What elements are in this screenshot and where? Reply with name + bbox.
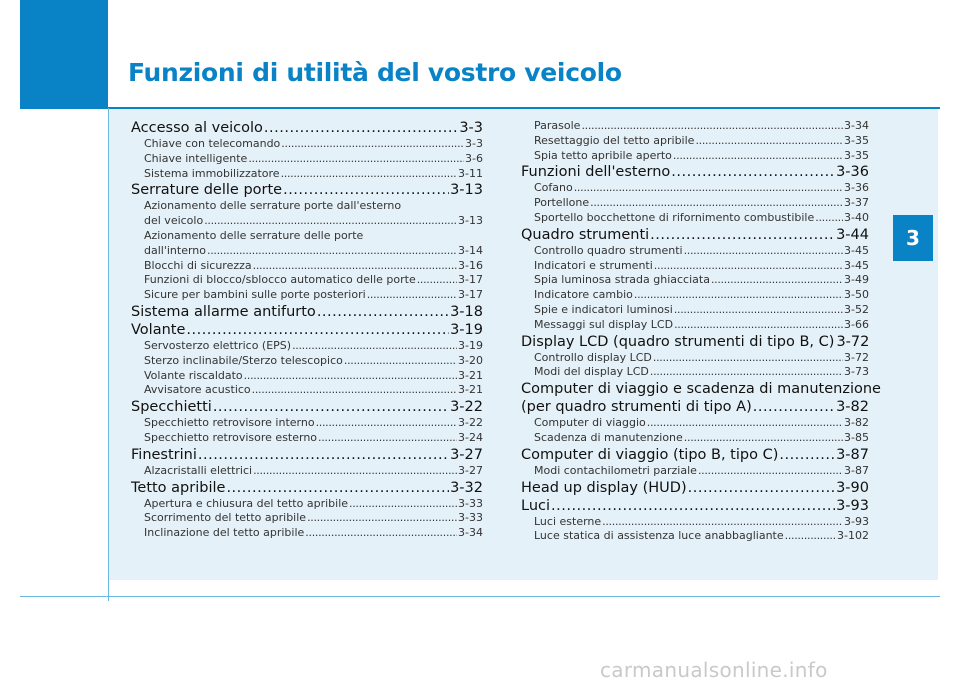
toc-entry-title: Servosterzo elettrico (EPS) <box>144 338 292 352</box>
toc-section-entry[interactable] <box>521 333 869 351</box>
dot-leader <box>281 167 457 182</box>
toc-section-entry[interactable] <box>131 181 483 199</box>
toc-subentry[interactable] <box>131 383 483 398</box>
toc-subentry[interactable] <box>131 244 483 259</box>
dot-leader <box>688 479 835 497</box>
dot-leader <box>634 288 843 303</box>
dot-leader <box>305 526 457 541</box>
toc-page-number: 3-33 <box>458 496 483 510</box>
toc-column-right <box>521 119 881 544</box>
toc-page-number: 3-33 <box>458 511 483 525</box>
toc-entry-title: Display LCD (quadro strumenti di tipo B, C) <box>521 333 835 350</box>
toc-entry-title: Sterzo inclinabile/Sterzo telescopico <box>144 353 343 367</box>
toc-entry-title: Computer di viaggio <box>534 416 646 430</box>
toc-page-number: 3-21 <box>458 383 483 397</box>
dot-leader <box>283 181 449 199</box>
toc-entry-title: Parasole <box>534 119 581 132</box>
dot-leader <box>698 464 843 479</box>
toc-subentry[interactable] <box>521 351 869 366</box>
toc-subentry[interactable] <box>131 354 483 369</box>
toc-subentry[interactable] <box>521 431 869 446</box>
toc-entry-title: Alzacristalli elettrici <box>144 463 253 477</box>
toc-entry-title: Sportello bocchettone di rifornimento combustibile <box>534 210 815 224</box>
dot-leader <box>213 398 449 416</box>
toc-entry-title: Controllo quadro strumenti <box>534 243 683 257</box>
toc-page-number: 3-27 <box>450 446 483 463</box>
toc-subentry[interactable] <box>521 211 869 226</box>
dot-leader <box>654 259 843 274</box>
footer-divider <box>20 596 940 597</box>
toc-subentry[interactable] <box>521 529 869 544</box>
toc-page-number: 3-85 <box>844 430 869 444</box>
toc-page-number: 3-17 <box>458 288 483 302</box>
toc-column-left <box>131 119 483 541</box>
toc-subentry[interactable] <box>131 137 483 152</box>
toc-page-number: 3-19 <box>450 321 483 338</box>
toc-page-number: 3-11 <box>458 166 483 180</box>
toc-subentry[interactable] <box>131 464 483 479</box>
toc-subentry[interactable] <box>131 273 483 288</box>
dot-leader <box>207 244 457 259</box>
toc-entry-title: Computer di viaggio (tipo B, tipo C) <box>521 446 779 463</box>
toc-subentry[interactable] <box>131 214 483 229</box>
toc-entry-title: dall'interno <box>144 243 206 257</box>
toc-entry-title: Chiave intelligente <box>144 151 248 165</box>
toc-section-entry[interactable] <box>521 163 869 181</box>
dot-leader <box>590 196 843 211</box>
toc-subentry[interactable] <box>521 318 869 333</box>
toc-page-number: 3-82 <box>836 399 869 416</box>
toc-page-number: 3-102 <box>837 529 869 543</box>
toc-subentry[interactable] <box>131 431 483 446</box>
toc-page-number: 3-18 <box>450 303 483 320</box>
toc-page-number: 3-22 <box>450 399 483 416</box>
dot-leader <box>198 446 449 464</box>
toc-entry-title: Spie e indicatori luminosi <box>534 302 673 316</box>
toc-entry-title: Spia tetto apribile aperto <box>534 148 672 162</box>
toc-entry-title: Funzioni di blocco/sblocco automatico delle porte <box>144 273 416 287</box>
toc-subentry[interactable] <box>131 152 483 167</box>
dot-leader <box>253 464 457 479</box>
toc-entry-title: Chiave con telecomando <box>144 137 281 150</box>
toc-page-number: 3-50 <box>844 288 869 302</box>
toc-page-number: 3-36 <box>844 181 869 195</box>
dot-leader <box>650 226 835 244</box>
toc-entry-title: Controllo display LCD <box>534 350 652 364</box>
toc-section-entry[interactable] <box>521 226 869 244</box>
toc-page-number: 3-13 <box>458 214 483 228</box>
dot-leader <box>684 244 843 259</box>
dot-leader <box>292 339 457 354</box>
dot-leader <box>650 365 843 380</box>
toc-page-number: 3-87 <box>836 446 869 463</box>
toc-subentry[interactable] <box>521 288 869 303</box>
toc-entry-title: Sistema immobilizzatore <box>144 166 280 180</box>
dot-leader <box>204 214 457 229</box>
toc-subentry[interactable] <box>131 369 483 384</box>
dot-leader <box>695 134 843 149</box>
dot-leader <box>673 149 843 164</box>
toc-section-entry[interactable] <box>521 479 869 497</box>
toc-page-number: 3-16 <box>458 258 483 272</box>
toc-section-entry[interactable] <box>131 119 483 137</box>
toc-entry-title: Spia luminosa strada ghiacciata <box>534 273 710 287</box>
dot-leader <box>581 119 843 134</box>
toc-subentry[interactable] <box>131 288 483 303</box>
toc-page-number: 3-20 <box>458 353 483 367</box>
toc-page-number: 3-40 <box>844 210 869 224</box>
toc-entry-title: del veicolo <box>144 214 204 228</box>
dot-leader <box>753 398 835 416</box>
toc-entry-title: (per quadro strumenti di tipo A) <box>521 399 752 416</box>
toc-page-number: 3-66 <box>844 317 869 331</box>
toc-subentry[interactable] <box>521 196 869 211</box>
toc-entry-title: Luci esterne <box>534 514 602 528</box>
toc-entry-title: Messaggi sul display LCD <box>534 317 674 331</box>
toc-entry-title: Quadro strumenti <box>521 226 650 243</box>
toc-entry-title: Sicure per bambini sulle porte posteriori <box>144 288 366 302</box>
toc-section-text: Computer di viaggio e scadenza di manutenzione <box>521 381 881 398</box>
header-color-block <box>20 0 108 108</box>
toc-entry-title: Head up display (HUD) <box>521 479 687 496</box>
dot-leader <box>785 529 836 544</box>
toc-subentry[interactable] <box>521 464 869 479</box>
toc-page-number: 3-45 <box>844 258 869 272</box>
dot-leader <box>349 497 457 512</box>
toc-subentry[interactable] <box>521 149 869 164</box>
toc-subentry[interactable] <box>131 511 483 526</box>
toc-subentry-text: Azionamento delle serrature porte dall'esterno <box>144 199 402 213</box>
toc-page-number: 3-72 <box>844 350 869 364</box>
watermark: carmanualsonline.info <box>600 658 828 682</box>
toc-page-number: 3-24 <box>458 430 483 444</box>
dot-leader <box>674 318 843 333</box>
toc-page-number: 3-45 <box>844 243 869 257</box>
toc-entry-title: Funzioni dell'esterno <box>521 164 671 181</box>
toc-entry-title: Finestrini <box>131 446 197 463</box>
dot-leader <box>307 511 457 526</box>
toc-subentry[interactable] <box>521 244 869 259</box>
dot-leader <box>281 137 464 152</box>
dot-leader <box>244 369 457 384</box>
toc-subentry[interactable] <box>521 365 869 380</box>
toc-page-number: 3-34 <box>458 526 483 540</box>
dot-leader <box>711 273 843 288</box>
toc-page-number: 3-14 <box>458 243 483 257</box>
toc-page-number: 3-82 <box>844 416 869 430</box>
toc-page-number: 3-34 <box>844 119 869 132</box>
toc-entry-title: Scadenza di manutenzione <box>534 430 683 444</box>
toc-page-number: 3-35 <box>844 148 869 162</box>
toc-section-entry[interactable] <box>131 398 483 416</box>
toc-entry-title: Apertura e chiusura del tetto apribile <box>144 496 349 510</box>
toc-section-entry[interactable] <box>521 446 869 464</box>
toc-subentry[interactable] <box>521 119 869 134</box>
toc-page-number: 3-13 <box>450 182 483 199</box>
dot-leader <box>779 446 835 464</box>
toc-page-number: 3-27 <box>458 463 483 477</box>
toc-entry-title: Portellone <box>534 196 590 210</box>
toc-page-number: 3-93 <box>844 514 869 528</box>
toc-page-number: 3-87 <box>844 463 869 477</box>
toc-entry-title: Blocchi di sicurezza <box>144 258 252 272</box>
toc-entry-title: Specchietto retrovisore interno <box>144 416 315 430</box>
dot-leader <box>671 163 835 181</box>
toc-subentry[interactable] <box>131 497 483 512</box>
toc-subentry[interactable] <box>521 515 869 530</box>
dot-leader <box>248 152 464 167</box>
toc-entry-title: Avvisatore acustico <box>144 383 251 397</box>
dot-leader <box>815 211 843 226</box>
dot-leader <box>264 119 458 137</box>
dot-leader <box>674 303 843 318</box>
toc-section-entry[interactable] <box>131 303 483 321</box>
toc-section-entry[interactable] <box>131 479 483 497</box>
toc-page-number: 3-3 <box>459 120 483 136</box>
toc-page-number: 3-22 <box>458 416 483 430</box>
toc-entry-title: Cofano <box>534 181 573 195</box>
dot-leader <box>602 515 843 530</box>
toc-entry-title: Luci <box>521 497 551 514</box>
toc-subentry[interactable] <box>521 416 869 431</box>
toc-entry-title: Indicatori e strumenti <box>534 258 653 272</box>
toc-entry-title: Luce statica di assistenza luce anabbagliante <box>534 529 784 543</box>
dot-leader <box>647 416 843 431</box>
toc-page-number: 3-49 <box>844 273 869 287</box>
toc-page-number: 3-52 <box>844 302 869 316</box>
chapter-tab[interactable]: 3 <box>893 215 933 261</box>
dot-leader <box>344 354 457 369</box>
dot-leader <box>417 273 457 288</box>
dot-leader <box>653 351 843 366</box>
dot-leader <box>574 181 843 196</box>
toc-page-number: 3-17 <box>458 273 483 287</box>
toc-section-entry[interactable] <box>131 446 483 464</box>
toc-page-number: 3-35 <box>844 133 869 147</box>
toc-page-number: 3-37 <box>844 196 869 210</box>
toc-subentry[interactable] <box>131 167 483 182</box>
toc-entry-title: Scorrimento del tetto apribile <box>144 511 307 525</box>
dot-leader <box>367 288 457 303</box>
toc-entry-title: Modi contachilometri parziale <box>534 463 697 477</box>
toc-subentry[interactable] <box>131 526 483 541</box>
toc-subentry-text: Azionamento delle serrature delle porte <box>144 228 364 242</box>
toc-entry-title: Tetto apribile <box>131 479 226 496</box>
toc-subentry[interactable] <box>521 134 869 149</box>
page-title: Funzioni di utilità del vostro veicolo <box>128 58 622 87</box>
toc-section-entry[interactable] <box>521 497 869 515</box>
dot-leader <box>226 479 449 497</box>
toc-entry-title: Specchietti <box>131 399 212 416</box>
toc-subentry[interactable] <box>521 303 869 318</box>
toc-page-number: 3-32 <box>450 479 483 496</box>
toc-entry-title: Volante <box>131 321 186 338</box>
toc-entry-title: Accesso al veicolo <box>131 120 263 136</box>
margin-divider <box>108 108 109 601</box>
toc-entry-title: Serrature delle porte <box>131 182 283 199</box>
toc-page-number: 3-90 <box>836 479 869 496</box>
toc-page-number: 3-21 <box>458 368 483 382</box>
toc-page-number: 3-36 <box>836 164 869 181</box>
toc-entry-title: Inclinazione del tetto apribile <box>144 526 305 540</box>
toc-entry-title: Resettaggio del tetto apribile <box>534 133 695 147</box>
dot-leader <box>253 259 457 274</box>
toc-subentry[interactable] <box>521 259 869 274</box>
toc-subentry[interactable] <box>131 259 483 274</box>
toc-entry-title: Modi del display LCD <box>534 365 649 379</box>
dot-leader <box>316 416 457 431</box>
toc-entry-title: Indicatore cambio <box>534 288 633 302</box>
toc-page-number: 3-73 <box>844 365 869 379</box>
toc-subentry[interactable] <box>131 416 483 431</box>
dot-leader <box>252 383 457 398</box>
toc-page-number: 3-93 <box>836 497 869 514</box>
dot-leader <box>684 431 843 446</box>
toc-page-number: 3-72 <box>836 333 870 350</box>
toc-subentry[interactable] <box>521 273 869 288</box>
dot-leader <box>317 303 449 321</box>
dot-leader <box>551 497 835 515</box>
toc-entry-title: Volante riscaldato <box>144 368 243 382</box>
dot-leader <box>318 431 457 446</box>
toc-subentry[interactable] <box>131 339 483 354</box>
toc-entry-title: Specchietto retrovisore esterno <box>144 430 318 444</box>
toc-page-number: 3-44 <box>836 226 869 243</box>
toc-section-entry[interactable] <box>131 321 483 339</box>
toc-subentry[interactable] <box>521 181 869 196</box>
toc-page-number: 3-6 <box>465 151 483 165</box>
toc-page-number: 3-19 <box>458 338 483 352</box>
dot-leader <box>186 321 449 339</box>
toc-page-number: 3-3 <box>465 137 483 150</box>
toc-section-entry[interactable] <box>521 398 869 416</box>
toc-entry-title: Sistema allarme antifurto <box>131 303 316 320</box>
